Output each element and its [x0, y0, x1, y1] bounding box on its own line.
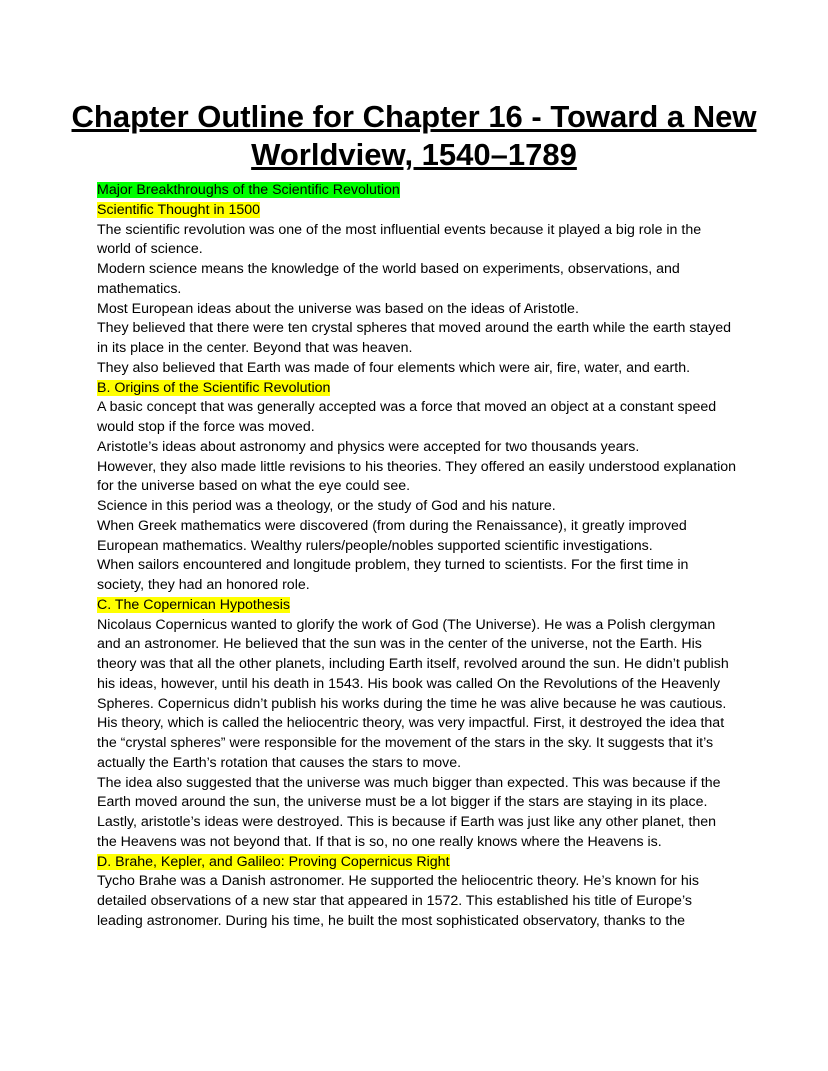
heading-text: Major Breakthroughs of the Scientific Revolution	[97, 182, 400, 198]
section-heading-major-breakthroughs	[97, 181, 737, 201]
heading-text: C. The Copernican Hypothesis	[97, 596, 290, 613]
section-heading-copernican	[97, 596, 737, 616]
paragraph: Most European ideas about the universe was based on the ideas of Aristotle.	[97, 300, 579, 317]
paragraph: They believed that there were ten crystal spheres that moved around the earth while the earth stayed in its place in the center. Beyond that was heaven.	[97, 320, 732, 356]
paragraph: When Greek mathematics were discovered (from during the Renaissance), it greatly improved European mathematics. Wealthy rulers/people/nobles supported scientific investigations.	[97, 517, 687, 554]
paragraph: A basic concept that was generally accepted was a force that moved an object at a constant speed would stop if the force was moved.	[97, 399, 717, 435]
paragraph: Science in this period was a theology, or the study of God and his nature.	[97, 498, 556, 514]
paragraph: The scientific revolution was one of the most influential events because it played a big role in the world of science.	[97, 221, 702, 258]
paragraph: However, they also made little revisions to his theories. They offered an easily understood explanation for the universe based on what the eye could see.	[97, 458, 737, 495]
section-heading-brahe-kepler-galileo	[97, 853, 737, 873]
heading-text: B. Origins of the Scientific Revolution	[97, 379, 331, 396]
document-body	[97, 181, 737, 932]
section-heading-scientific-thought	[97, 201, 737, 221]
paragraph: When sailors encountered and longitude problem, they turned to scientists. For the first time in society, they had an honored role.	[97, 557, 689, 593]
paragraph: The idea also suggested that the universe was much bigger than expected. This was because if the Earth moved around the sun, the universe must be a lot bigger if the stars are staying in its place. Lastly, aristotle’s ideas were destroyed. This is because if Earth was just like any other planet, then the Heavens was not beyond that. If that is so, no one really knows where the Heavens is.	[97, 774, 721, 850]
page-title: Chapter Outline for Chapter 16 - Toward a New Worldview, 1540–1789	[71, 99, 757, 172]
heading-text: D. Brahe, Kepler, and Galileo: Proving Copernicus Right	[97, 853, 450, 870]
paragraph: They also believed that Earth was made of four elements which were air, fire, water, and earth.	[97, 359, 691, 376]
section-heading-origins	[97, 379, 737, 399]
paragraph: Aristotle’s ideas about astronomy and physics were accepted for two thousands years.	[97, 438, 640, 455]
paragraph: Nicolaus Copernicus wanted to glorify the work of God (The Universe). He was a Polish clergyman and an astronomer. He believed that the sun was in the center of the universe, not the Earth. His theory was that all the other planets, including Earth itself, revolved around the sun. He didn’t publish his ideas, however, until his death in 1543. His book was called On the Revolutions of the Heavenly Spheres. Copernicus didn’t publish his works during the time he was alive because he was cautious. His theory, which is called the heliocentric theory, was very impactful. First, it destroyed the idea that the “crystal spheres” were responsible for the movement of the stars in the sky. It suggests that it’s actually the Earth’s rotation that causes the stars to move.	[97, 616, 729, 771]
paragraph: Tycho Brahe was a Danish astronomer. He supported the heliocentric theory. He’s known for his detailed observations of a new star that appeared in 1572. This established his title of Europe’s leading astronomer. During his time, he built the most sophisticated observatory, thanks to the	[97, 873, 699, 929]
paragraph: Modern science means the knowledge of the world based on experiments, observations, and mathematics.	[97, 261, 680, 297]
heading-text: Scientific Thought in 1500	[97, 201, 261, 218]
